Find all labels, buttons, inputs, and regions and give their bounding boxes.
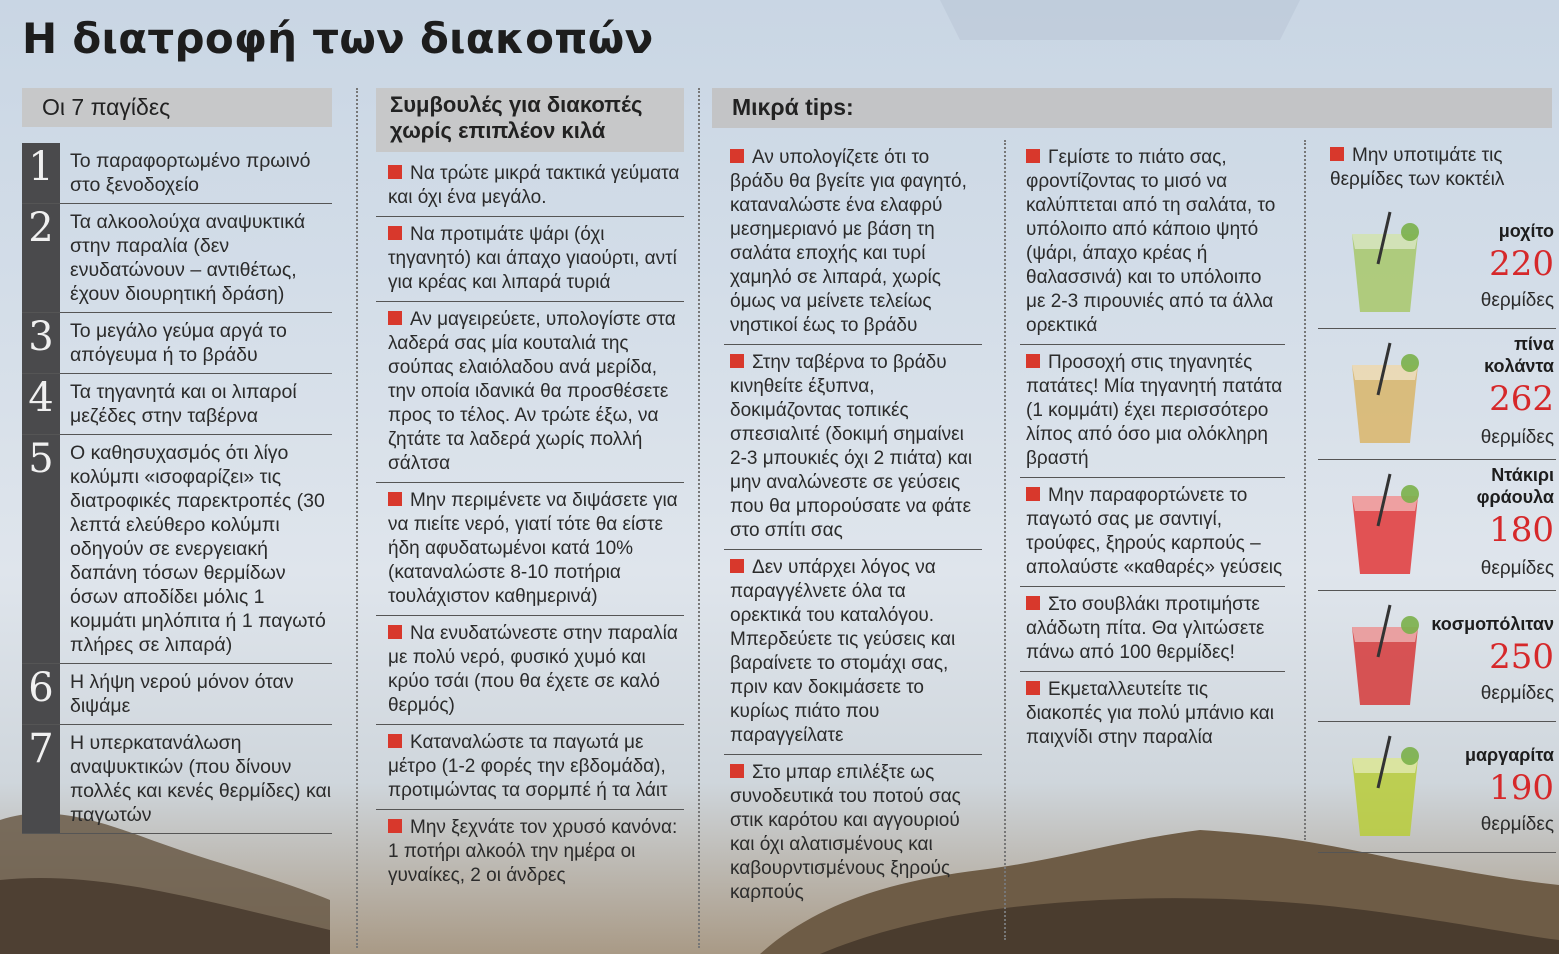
- cocktail-calories: 262: [1489, 379, 1554, 419]
- cocktail-item: [1318, 329, 1556, 460]
- trap-item: [22, 374, 332, 435]
- column-divider: [698, 88, 700, 948]
- column-divider: [1304, 140, 1306, 840]
- trap-text: Η υπερκατανάλωση αναψυκτικών (που δίνουν πολλές και κενές θερμίδες) και παγωτών: [70, 732, 332, 826]
- trap-number: 3: [22, 313, 60, 373]
- cocktail-name: Ντάκιρι φράουλα: [1476, 465, 1554, 507]
- tip-text: Αν υπολογίζετε ότι το βράδυ θα βγείτε για φαγητό, καταναλώστε ένα ελαφρύ μεσημεριανό με βάση τη σαλάτα εποχής και τυρί χαμηλό σε λιπαρά, χωρίς όμως να μείνετε τελείως νηστικοί έως το βράδυ: [730, 147, 967, 336]
- advice-text: Να τρώτε μικρά τακτικά γεύματα και όχι ένα μεγάλο.: [388, 163, 680, 208]
- advice-text: Να ενυδατώνεστε στην παραλία με πολύ νερό, φυσικό χυμό και κρύο τσάι (που θα έχετε σε καλό θερμός): [388, 623, 678, 716]
- tip-item: [1020, 140, 1285, 345]
- advice-text: Αν μαγειρεύετε, υπολογίστε στα λαδερά σας μία κουταλιά της σούπας ελαιόλαδου ανά μερίδα, την οποία ιδανικά θα προσθέσετε προς το τέλος. Αν τρώτε έξω, να ζητάτε τα λαδερά χωρίς πολλή σάλτσα: [388, 309, 676, 474]
- bullet-icon: [388, 819, 402, 833]
- advice-item: [376, 156, 684, 217]
- tip-text: Προσοχή στις τηγανητές πατάτες! Μία τηγανητή πατάτα (1 κομμάτι) έχει περισσότερο λίπος από όσο μια ολόκληρη βραστή: [1026, 352, 1283, 469]
- bullet-icon: [388, 734, 402, 748]
- trap-number: 6: [22, 664, 60, 724]
- tip-item: [1020, 345, 1285, 478]
- cocktail-item: [1318, 591, 1556, 722]
- trap-text: Ο καθησυχασμός ότι λίγο κολύμπι «ισοφαρίζει» τις διατροφικές παρεκτροπές (30 λεπτά ελεύθερο κολύμπι οδηγούν σε ενεργειακή δαπάνη τόσων θερμίδων όσων αποδίδει μόλις 1 κομμάτι μηλόπιτα ή 1 παγωτό πλήρες σε λιπαρά): [70, 442, 326, 656]
- cocktail-item: [1318, 460, 1556, 591]
- traps-heading: Οι 7 παγίδες: [22, 88, 332, 127]
- cocktail-name: κοσμοπόλιταν: [1431, 614, 1554, 634]
- cocktail-unit: θερμίδες: [1480, 427, 1554, 448]
- bullet-icon: [730, 559, 744, 573]
- trap-text: Η λήψη νερού μόνον όταν διψάμε: [70, 671, 294, 717]
- cocktail-calories: 180: [1489, 510, 1554, 550]
- tip-text: Μην παραφορτώνετε το παγωτό σας με σαντιγί, τρούφες, ξηρούς καρπούς – απολαύστε «καθαρές» γεύσεις: [1026, 485, 1283, 578]
- tip-item: [724, 755, 982, 911]
- trap-item: [22, 313, 332, 374]
- tip-text: Δεν υπάρχει λόγος να παραγγέλνετε όλα τα ορεκτικά του καταλόγου. Μπερδεύετε τις γεύσεις και βαραίνετε το στομάχι σας, πριν καν δοκιμάσετε το κυρίως πιάτο που παραγγείλατε: [730, 557, 956, 746]
- bullet-icon: [1026, 149, 1040, 163]
- bullet-icon: [1330, 147, 1344, 161]
- trap-number: 2: [22, 204, 60, 312]
- cocktail-unit: θερμίδες: [1480, 814, 1554, 835]
- bullet-icon: [730, 149, 744, 163]
- tip-text: Στο σουβλάκι προτιμήστε αλάδωτη πίτα. Θα γλιτώσετε πάνω από 100 θερμίδες!: [1026, 594, 1265, 663]
- column-divider: [356, 88, 358, 948]
- tips-list-b: [1020, 140, 1285, 756]
- page-title: Η διατροφή των διακοπών: [22, 14, 654, 63]
- cocktails-panel: [1318, 140, 1556, 853]
- tips-list-a: [724, 140, 982, 911]
- advice-item: [376, 483, 684, 616]
- bullet-icon: [388, 625, 402, 639]
- bullet-icon: [1026, 681, 1040, 695]
- tip-text: Γεμίστε το πιάτο σας, φροντίζοντας το μισό να καλύπτεται από τη σαλάτα, το υπόλοιπο από κάποιο ψητό (ψάρι, άπαχο κρέας ή θαλασσινά) και το υπόλοιπο με 2-3 πιρουνιές από τα άλλα ορεκτικά: [1026, 147, 1276, 336]
- tip-item: [1020, 478, 1285, 587]
- trap-item: [22, 664, 332, 725]
- advice-text: Να προτιμάτε ψάρι (όχι τηγανητό) και άπαχο γιαούρτι, αντί για κρέας και λιπαρά τυριά: [388, 224, 677, 293]
- trap-item: [22, 204, 332, 313]
- tips-heading: Μικρά tips:: [712, 88, 1552, 128]
- trap-text: Τα τηγανητά και οι λιπαροί μεζέδες στην ταβέρνα: [70, 381, 297, 427]
- bullet-icon: [388, 492, 402, 506]
- tip-item: [1020, 587, 1285, 672]
- advice-heading: Συμβουλές για διακοπές χωρίς επιπλέον κιλά: [376, 88, 684, 152]
- advice-text: Μην περιμένετε να διψάσετε για να πιείτε νερό, γιατί τότε θα είστε ήδη αφυδατωμένοι κατά 10% (καταναλώστε 8-10 ποτήρια τουλάχιστον καθημερινά): [388, 490, 678, 607]
- trap-item: [22, 725, 332, 834]
- advice-item: [376, 217, 684, 302]
- traps-list: [22, 143, 332, 834]
- cocktails-intro: Μην υποτιμάτε τις θερμίδες των κοκτέιλ: [1330, 145, 1505, 190]
- trap-item: [22, 435, 332, 664]
- bullet-icon: [1026, 487, 1040, 501]
- tip-text: Στο μπαρ επιλέξτε ως συνοδευτικά του ποτού σας στικ καρότου και αγγουριού και όχι αλατισμένους και καβουρντισμένους ξηρούς καρπούς: [730, 762, 961, 903]
- trap-text: Το παραφορτωμένο πρωινό στο ξενοδοχείο: [70, 150, 311, 196]
- tip-text: Στην ταβέρνα το βράδυ κινηθείτε έξυπνα, δοκιμάζοντας τοπικές σπεσιαλιτέ (δοκιμή σημαίνει 2-3 μπουκιές όχι 2 πιάτα) και μην αναλώνεστε σε γεύσεις που θα μπορούσατε να φάτε στο σπίτι σας: [730, 352, 973, 541]
- tip-item: [1020, 672, 1285, 756]
- bullet-icon: [388, 311, 402, 325]
- traps-section: [22, 88, 332, 826]
- cocktail-name: πίνα κολάντα: [1484, 334, 1554, 376]
- advice-item: [376, 616, 684, 725]
- tip-item: [724, 550, 982, 755]
- trap-number: 5: [22, 435, 60, 663]
- trap-text: Τα αλκοολούχα αναψυκτικά στην παραλία (δεν ενυδατώνουν – αντιθέτως, έχουν διουρητική δράση): [70, 211, 306, 305]
- cocktail-unit: θερμίδες: [1480, 290, 1554, 311]
- column-divider: [1004, 140, 1006, 940]
- advice-item: [376, 810, 684, 894]
- tips-section: [712, 88, 1552, 128]
- trap-item: [22, 143, 332, 204]
- bullet-icon: [730, 764, 744, 778]
- cocktail-glass-icon: [1330, 466, 1440, 584]
- cocktail-calories: 190: [1489, 768, 1554, 808]
- cocktail-item: [1318, 722, 1556, 853]
- cocktail-name: μοχίτο: [1498, 221, 1554, 241]
- advice-text: Μην ξεχνάτε τον χρυσό κανόνα: 1 ποτήρι αλκοόλ την ημέρα οι γυναίκες, 2 οι άνδρες: [388, 817, 678, 886]
- bullet-icon: [388, 165, 402, 179]
- trap-number: 7: [22, 725, 60, 833]
- tip-item: [724, 140, 982, 345]
- advice-section: [376, 88, 684, 894]
- advice-item: [376, 302, 684, 483]
- cocktail-unit: θερμίδες: [1480, 683, 1554, 704]
- cocktail-glass-icon: [1330, 335, 1440, 453]
- cocktail-calories: 250: [1489, 637, 1554, 677]
- advice-item: [376, 725, 684, 810]
- bullet-icon: [730, 354, 744, 368]
- cocktail-list: [1318, 198, 1556, 853]
- bullet-icon: [388, 226, 402, 240]
- trap-text: Το μεγάλο γεύμα αργά το απόγευμα ή το βράδυ: [70, 320, 287, 366]
- bullet-icon: [1026, 354, 1040, 368]
- advice-list: [376, 156, 684, 894]
- trap-number: 4: [22, 374, 60, 434]
- cocktail-calories: 220: [1489, 244, 1554, 284]
- cocktail-item: [1318, 198, 1556, 329]
- bullet-icon: [1026, 596, 1040, 610]
- advice-text: Καταναλώστε τα παγωτά με μέτρο (1-2 φορές την εβδομάδα), προτιμώντας τα σορμπέ ή τα λάιτ: [388, 732, 668, 801]
- cocktail-name: μαργαρίτα: [1464, 745, 1554, 765]
- tip-item: [724, 345, 982, 550]
- tip-text: Εκμεταλλευτείτε τις διακοπές για πολύ μπάνιο και παιχνίδι στην παραλία: [1026, 679, 1274, 748]
- trap-number: 1: [22, 143, 60, 203]
- cocktail-unit: θερμίδες: [1480, 558, 1554, 579]
